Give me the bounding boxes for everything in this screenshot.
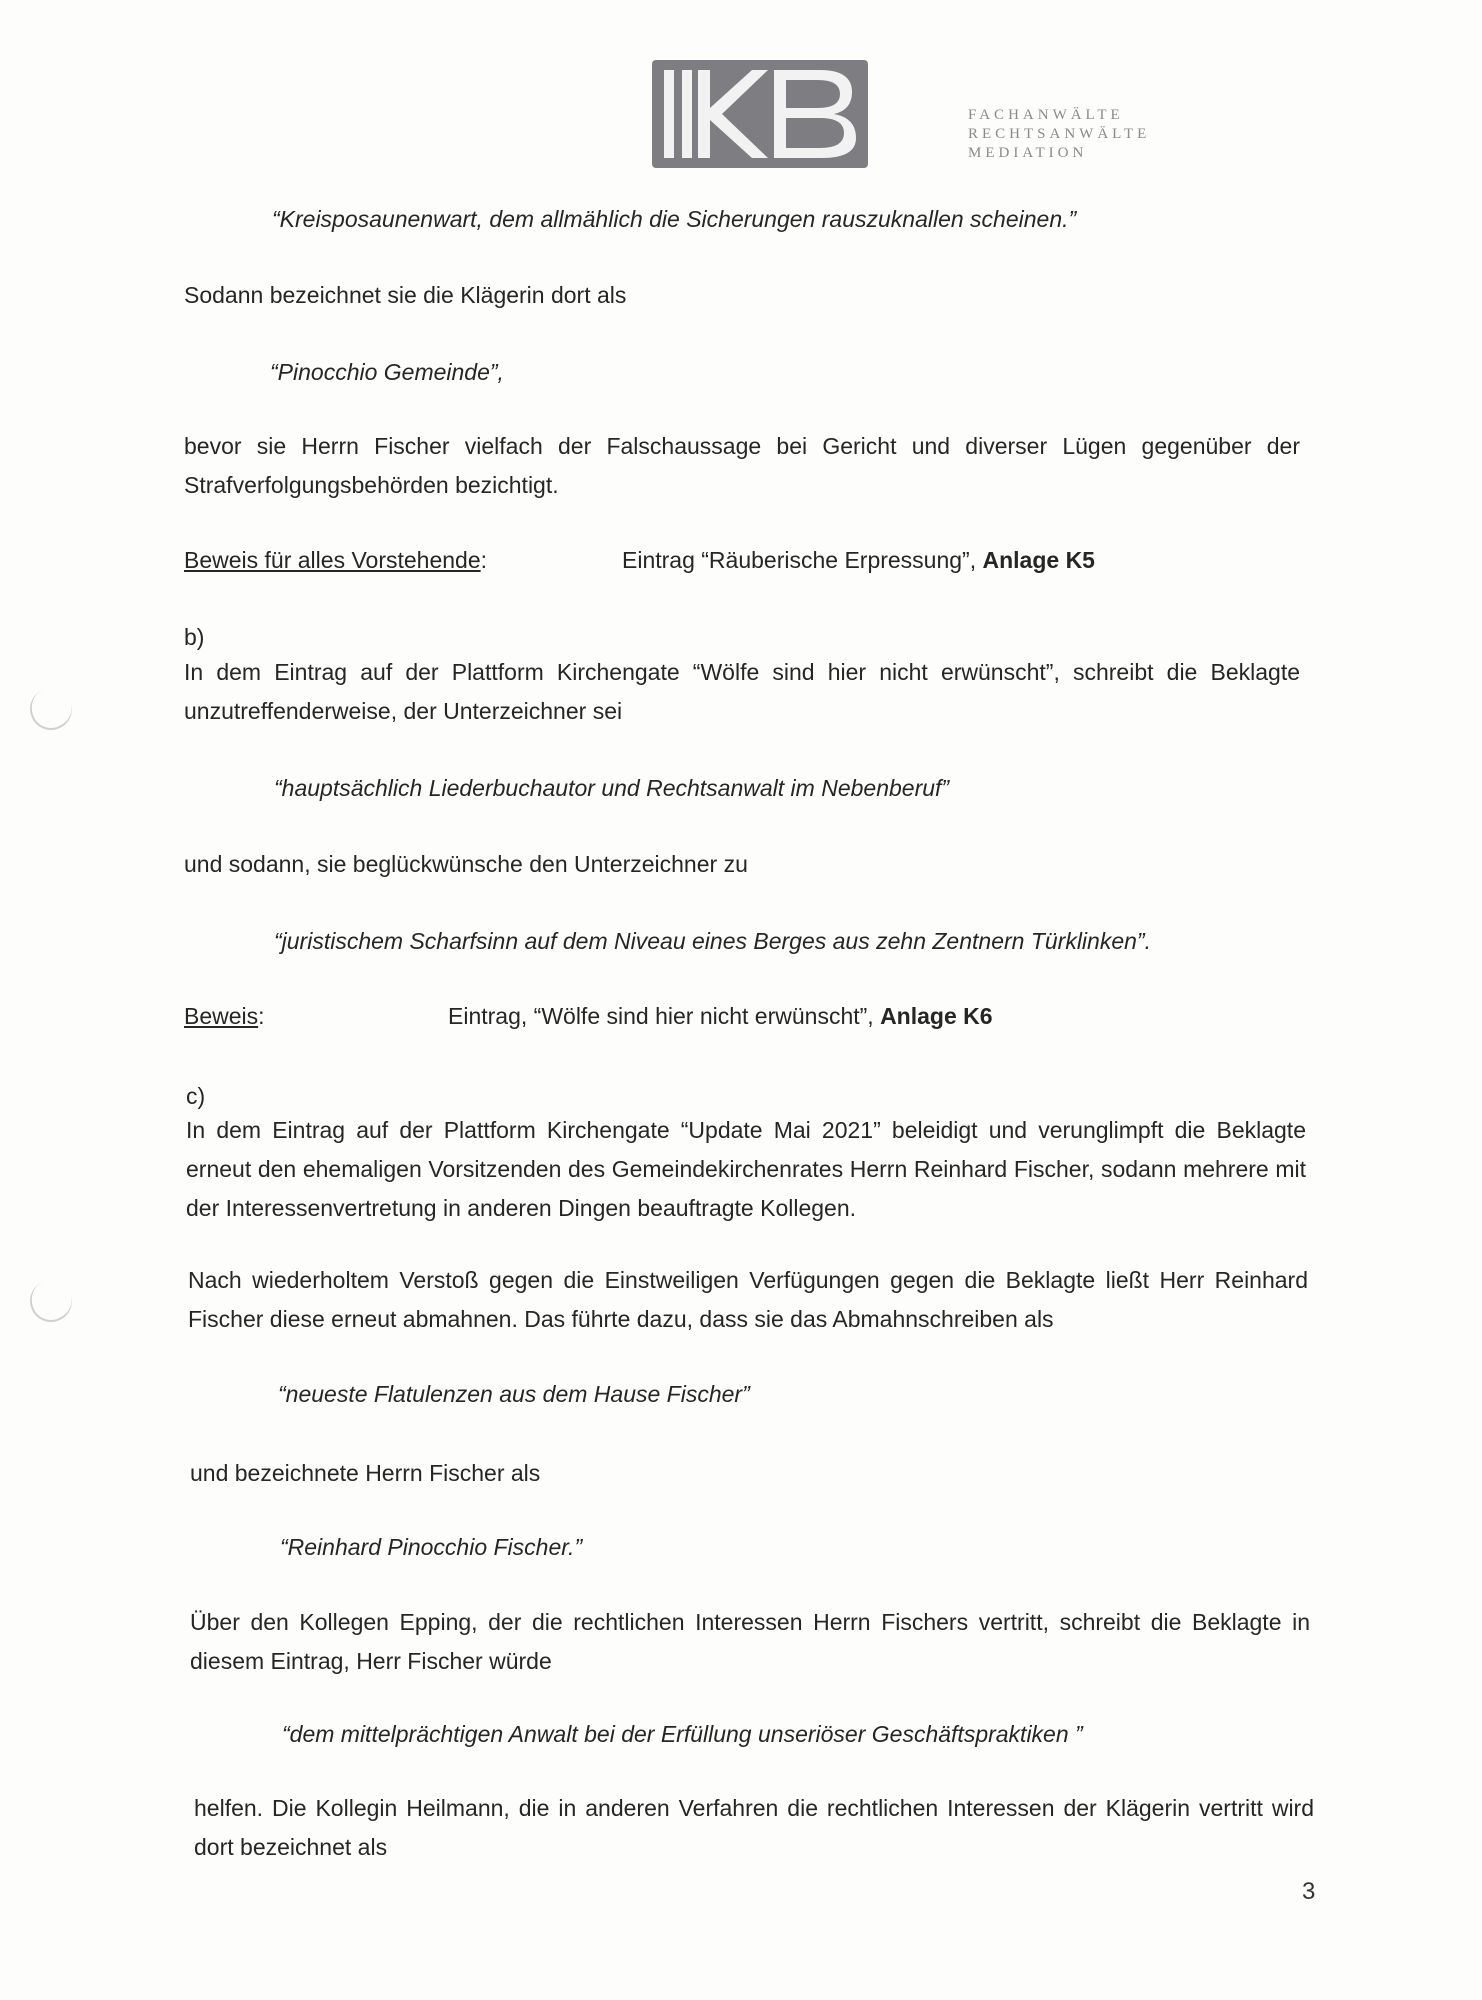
section-c-marker: c)	[186, 1083, 206, 1109]
annex-reference: Anlage K6	[880, 1003, 993, 1029]
letterhead-tagline	[968, 106, 1150, 163]
quote-mittelpraechtig: “dem mittelprächtigen Anwalt bei der Erfüllung unseriöser Geschäftspraktiken ”	[282, 1721, 1083, 1747]
paragraph-epping: Über den Kollegen Epping, der die rechtlichen Interessen Herrn Fischers vertritt, schreibt die Beklagte in diesem Eintrag, Herr Fischer würde	[190, 1609, 1310, 1674]
evidence-entry-text: Eintrag “Räuberische Erpressung”,	[622, 547, 977, 573]
evidence-entry-text: Eintrag, “Wölfe sind hier nicht erwünscht”,	[448, 1003, 874, 1029]
punch-hole-mark	[24, 1274, 78, 1328]
evidence-label-colon: :	[258, 1003, 265, 1029]
quote-pinocchio-gemeinde: “Pinocchio Gemeinde”,	[270, 359, 504, 385]
annex-reference: Anlage K5	[982, 547, 1095, 573]
quote-flatulenzen: “neueste Flatulenzen aus dem Hause Fischer”	[278, 1381, 750, 1407]
paragraph-beglueckwuensche: und sodann, sie beglückwünsche den Unterzeichner zu	[184, 851, 748, 877]
evidence-label-text: Beweis	[184, 1003, 259, 1029]
quote-reinhard-pinocchio: “Reinhard Pinocchio Fischer.”	[280, 1534, 583, 1560]
paragraph-bezeichnete: und bezeichnete Herrn Fischer als	[190, 1460, 541, 1486]
paragraph-woelfe: In dem Eintrag auf der Plattform Kirchengate “Wölfe sind hier nicht erwünscht”, schreibt die Beklagte unzutreffenderweise, der Unterzeichner sei	[184, 659, 1300, 724]
section-b-marker: b)	[184, 624, 205, 650]
quote-kreisposaunenwart: “Kreisposaunenwart, dem allmählich die Sicherungen rauszuknallen scheinen.”	[272, 206, 1077, 232]
paragraph-falschaussage: bevor sie Herrn Fischer vielfach der Falschaussage bei Gericht und diverser Lügen gegenüber der Strafverfolgungsbehörden bezichtigt.	[184, 433, 1300, 498]
evidence-entry	[448, 997, 993, 1036]
evidence-label-colon: :	[480, 547, 488, 573]
evidence-label-text: Beweis für alles Vorstehende	[184, 547, 481, 573]
paragraph-update-mai: In dem Eintrag auf der Plattform Kirchengate “Update Mai 2021” beleidigt und verunglimpft die Beklagte erneut den ehemaligen Vorsitzenden des Gemeindekirchenrates Herrn Reinhard Fischer, sodann mehrere mit der Interessenvertretung in anderen Dingen beauftragte Kollegen.	[186, 1117, 1306, 1221]
paragraph-abmahnen: Nach wiederholtem Verstoß gegen die Einstweiligen Verfügungen gegen die Beklagte ließt Herr Reinhard Fischer diese erneut abmahnen. Das führte dazu, dass sie das Abmahnschreiben als	[188, 1267, 1308, 1332]
letterhead-line: FACHANWÄLTE	[968, 107, 1124, 123]
paragraph-sodann: Sodann bezeichnet sie die Klägerin dort als	[184, 282, 627, 308]
firm-logo	[652, 60, 868, 168]
evidence-label	[184, 541, 487, 580]
evidence-entry	[622, 541, 1095, 580]
punch-hole-mark	[24, 682, 78, 736]
quote-liederbuchautor: “hauptsächlich Liederbuchautor und Rechtsanwalt im Nebenberuf”	[274, 775, 950, 801]
quote-scharfsinn: “juristischem Scharfsinn auf dem Niveau eines Berges aus zehn Zentnern Türklinken”.	[274, 928, 1151, 954]
evidence-label	[184, 997, 265, 1036]
letterhead-line: MEDIATION	[968, 145, 1088, 161]
letterhead-line: RECHTSANWÄLTE	[968, 126, 1151, 142]
paragraph-heilmann: helfen. Die Kollegin Heilmann, die in anderen Verfahren die rechtlichen Interessen der Klägerin vertritt wird dort bezeichnet als	[194, 1795, 1314, 1860]
page-number: 3	[1302, 1878, 1316, 1905]
